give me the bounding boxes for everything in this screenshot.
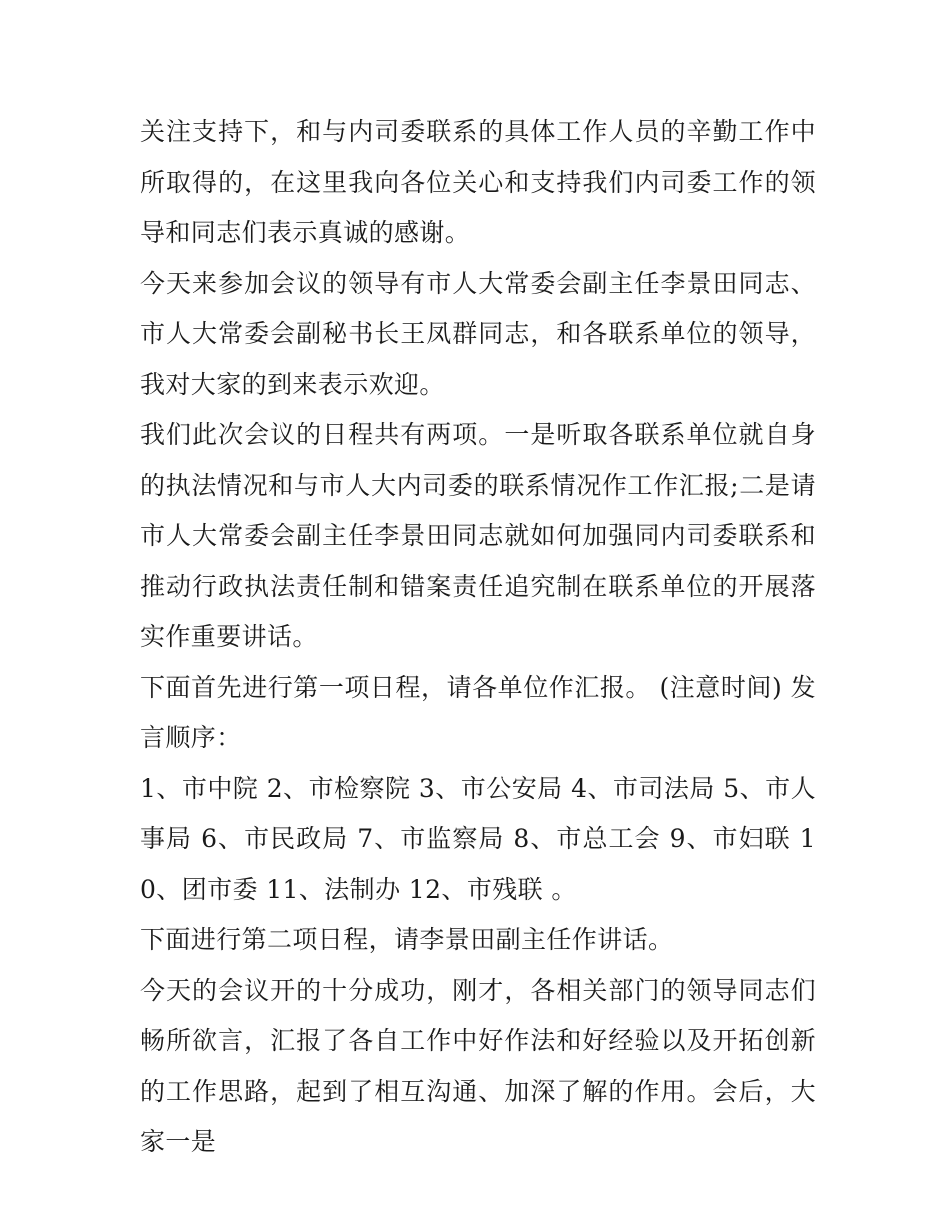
paragraph-5: 1、市中院 2、市检察院 3、市公安局 4、市司法局 5、市人事局 6、市民政局 7、市监察局 8、市总工会 9、市妇联 10、团市委 11、法制办 12、市残联 。 [140,773,816,904]
paragraph-6: 下面进行第二项日程，请李景田副主任作讲话。 [140,925,674,954]
paragraph-2: 今天来参加会议的领导有市人大常委会副主任李景田同志、市人大常委会副秘书长王凤群同志，和各联系单位的领导，我对大家的到来表示欢迎。 [140,268,816,399]
paragraph-3: 我们此次会议的日程共有两项。一是听取各联系单位就自身的执法情况和与市人大内司委的联系情况作工作汇报;二是请市人大常委会副主任李景田同志就如何加强同内司委联系和推动行政执法责任制和错案责任追究制在联系单位的开展落实作重要讲话。 [140,420,816,651]
paragraph-7: 今天的会议开的十分成功，刚才，各相关部门的领导同志们畅所欲言，汇报了各自工作中好作法和好经验以及开拓创新的工作思路，起到了相互沟通、加深了解的作用。会后，大家一是 [140,975,816,1156]
paragraph-1: 关注支持下，和与内司委联系的具体工作人员的辛勤工作中所取得的，在这里我向各位关心和支持我们内司委工作的领导和同志们表示真诚的感谢。 [140,117,816,247]
document-body [140,107,816,1168]
paragraph-4: 下面首先进行第一项日程，请各单位作汇报。 (注意时间) 发言顺序： [140,672,816,752]
